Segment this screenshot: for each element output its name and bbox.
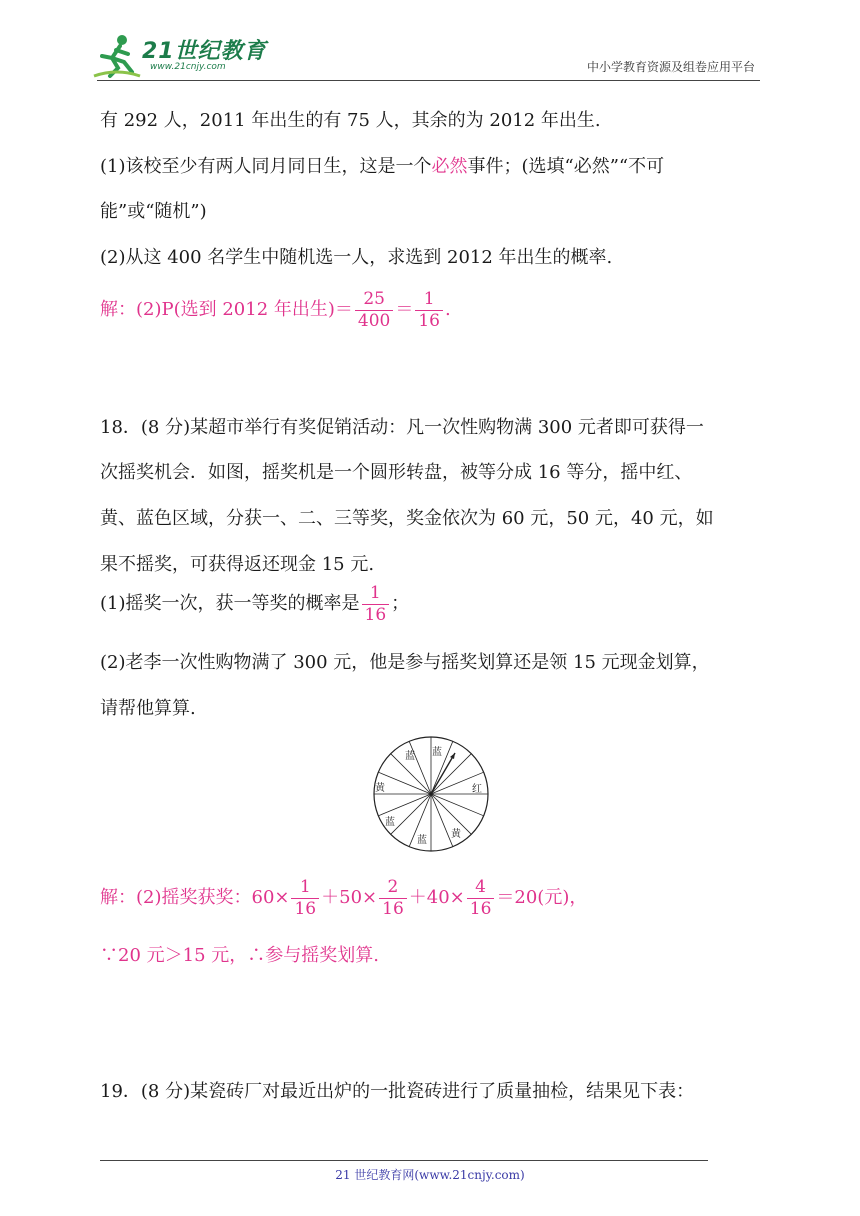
period: . xyxy=(445,299,451,320)
numerator: 1 xyxy=(362,583,390,605)
wheel-label: 黄 xyxy=(451,829,461,840)
q18-solution-line2: ∵20 元＞15 元，∴参与摇奖划算. xyxy=(100,945,379,966)
denominator: 16 xyxy=(364,604,387,625)
numerator: 25 xyxy=(355,289,393,311)
wheel-label: 蓝 xyxy=(385,817,395,828)
footer-text: 21 世纪教育网(www.21cnjy.com) xyxy=(335,1168,525,1182)
fraction xyxy=(355,289,393,332)
numerator: 1 xyxy=(415,289,443,311)
header-divider xyxy=(97,80,760,81)
q18-part1-suffix: ； xyxy=(391,593,410,614)
q17-line1: 有 292 人，2011 年出生的有 75 人，其余的为 2012 年出生. xyxy=(100,110,601,131)
q18-line2: 次摇奖机会．如图，摇奖机是一个圆形转盘，被等分成 16 等分，摇中红、 xyxy=(100,462,693,483)
numerator: 1 xyxy=(291,877,319,899)
numerator: 4 xyxy=(467,877,495,899)
q18-part2-line1: (2)老李一次性购物满了 300 元，他是参与摇奖划算还是领 15 元现金划算， xyxy=(100,652,710,673)
q17-part1 xyxy=(100,153,664,181)
q17-solution xyxy=(100,286,451,334)
wheel-label: 蓝 xyxy=(405,751,415,762)
denominator: 16 xyxy=(469,898,492,919)
denominator: 16 xyxy=(294,898,317,919)
fraction xyxy=(415,289,443,332)
q18-part2-line2: 请帮他算算. xyxy=(100,698,196,719)
q18-line4: 果不摇奖，可获得返还现金 15 元. xyxy=(100,554,375,575)
wheel-label: 蓝 xyxy=(432,747,442,758)
q17-part1-answer: 必然 xyxy=(431,156,468,177)
footer-divider xyxy=(100,1160,708,1161)
q19-line1: 19．(8 分)某瓷砖厂对最近出炉的一批瓷砖进行了质量抽检，结果见下表： xyxy=(100,1081,695,1102)
q17-part1-prefix: (1)该校至少有两人同月同日生，这是一个 xyxy=(100,156,432,177)
q18-line1: 18．(8 分)某超市举行有奖促销活动：凡一次性购物满 300 元者即可获得一 xyxy=(100,417,704,438)
equals-sign: ＝ xyxy=(395,299,414,320)
wheel-label: 黄 xyxy=(375,783,385,794)
expression-result: ＝20(元)， xyxy=(496,887,588,908)
expression-term: ＋50× xyxy=(321,887,378,908)
prize-wheel xyxy=(372,735,490,853)
numerator: 2 xyxy=(379,877,407,899)
wheel-label: 红 xyxy=(472,784,482,795)
logo-title: 21世纪教育 xyxy=(142,39,267,64)
fraction xyxy=(379,877,407,920)
q17-part1-cont: 能”或“随机”) xyxy=(100,201,207,222)
denominator: 16 xyxy=(418,310,440,331)
logo-url: www.21cnjy.com xyxy=(150,62,226,72)
q18-line3: 黄、蓝色区域，分获一、二、三等奖，奖金依次为 60 元，50 元，40 元，如 xyxy=(100,508,714,529)
site-logo xyxy=(92,32,267,80)
fraction xyxy=(467,877,495,920)
q17-solution-prefix: 解：(2)P(选到 2012 年出生)＝ xyxy=(100,299,353,320)
runner-icon xyxy=(92,32,142,80)
fraction xyxy=(291,877,319,920)
denominator: 400 xyxy=(357,310,391,331)
q18-solution-prefix: 解：(2)摇奖获奖：60× xyxy=(100,887,290,908)
header-tagline: 中小学教育资源及组卷应用平台 xyxy=(586,60,755,74)
wheel-label: 蓝 xyxy=(417,835,427,846)
expression-term: ＋40× xyxy=(408,887,465,908)
q17-part1-suffix: 事件；(选填“必然”“不可 xyxy=(467,156,665,177)
denominator: 16 xyxy=(382,898,404,919)
fraction-answer xyxy=(362,583,390,626)
q18-solution xyxy=(100,874,587,922)
q18-part1-prefix: (1)摇奖一次，获一等奖的概率是 xyxy=(100,593,360,614)
q17-part2: (2)从这 400 名学生中随机选一人，求选到 2012 年出生的概率. xyxy=(100,247,613,268)
q18-part1 xyxy=(100,580,409,628)
